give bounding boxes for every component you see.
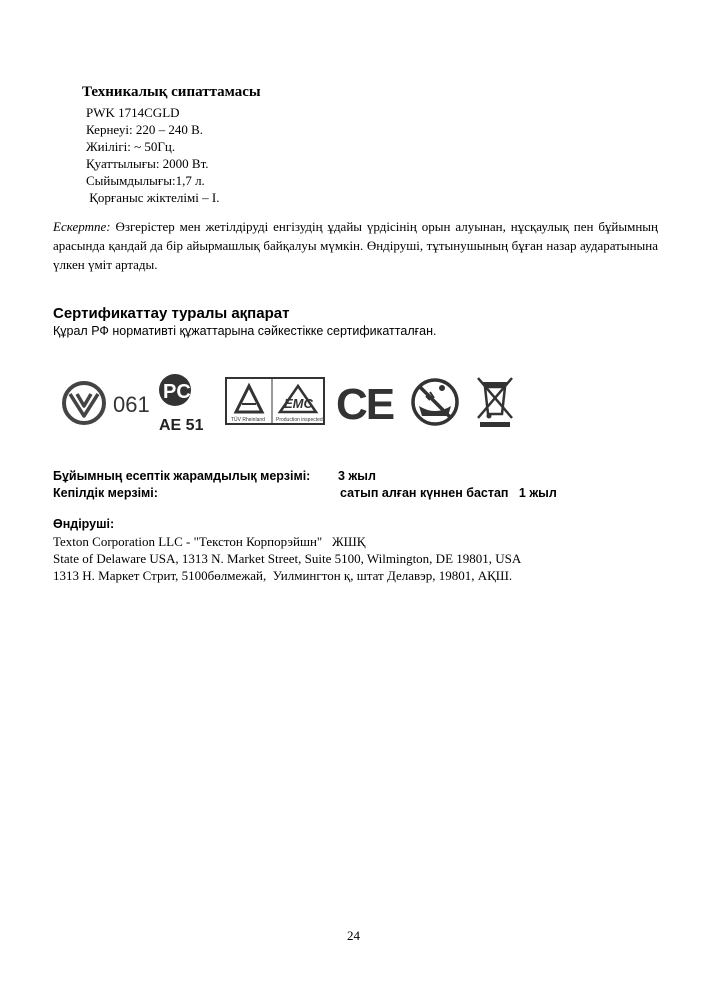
note-paragraph xyxy=(53,217,658,274)
manufacturer-title: Өндіруші: xyxy=(53,517,115,531)
manufacturer-address-en: State of Delaware USA, 1313 N. Market Street, Suite 5100, Wilmington, DE 19801, USA xyxy=(53,551,522,566)
spec-voltage: Кернеуі: 220 – 240 В. xyxy=(86,122,203,137)
certification-text: Құрал РФ нормативті құжаттарына сәйкестікке сертификатталған. xyxy=(53,324,437,338)
certification-title: Сертификаттау туралы ақпарат xyxy=(53,305,290,322)
ce-mark-icon: CE xyxy=(336,380,394,429)
manufacturer-name: Texton Corporation LLC - "Текстон Корпорэйшн" ЖШҚ xyxy=(53,534,366,549)
pct-code: AE 51 xyxy=(159,417,204,434)
svg-text:PC: PC xyxy=(163,381,191,403)
no-water-icon xyxy=(413,380,457,424)
spec-frequency: Жиілігі: ~ 50Гц. xyxy=(86,139,176,154)
guarantee-value: сатып алған күннен бастап 1 жыл xyxy=(340,486,557,500)
service-life-label: Бұйымның есептік жарамдылық мерзімі: xyxy=(53,469,311,483)
logos-svg xyxy=(58,368,528,438)
service-life-value: 3 жыл xyxy=(338,469,376,483)
spec-capacity: Сыйымдылығы:1,7 л. xyxy=(86,173,205,188)
page-number: 24 xyxy=(347,928,360,943)
note-label: Ескертпе: xyxy=(53,219,111,234)
certification-logos xyxy=(58,368,528,438)
note-text: Өзгерістер мен жетілдіруді енгізудің ұдайы үрдісінің орын алуынан, нұсқаулық пен бұйымның арасында қандай да бір айырмашлық байқалуы мүмкін. Өндіруші, тұтынушының бұған назар аударатынына үлкен үміт артады. xyxy=(53,219,658,272)
spec-power: Қуаттылығы: 2000 Вт. xyxy=(86,156,209,171)
specs-title: Техникалық сипаттамасы xyxy=(82,84,261,100)
pct-icon xyxy=(159,374,191,406)
tuv-caption: TÜV Rheinland xyxy=(231,417,265,423)
spec-model: PWK 1714CGLD xyxy=(86,105,180,120)
tuv-emc-box xyxy=(226,378,324,424)
emc-text: EMC xyxy=(284,396,313,411)
spec-protection-class: Қорғаныс жіктелімі – I. xyxy=(86,190,220,205)
weee-bin-icon xyxy=(478,378,512,427)
ukr-conformity-icon xyxy=(64,383,104,423)
emc-caption: Production inspected xyxy=(276,417,323,423)
manufacturer-address-kz: 1313 Н. Маркет Стрит, 5100бөлмежай, Уилмингтон қ, штат Делавэр, 19801, АҚШ. xyxy=(53,568,513,583)
guarantee-label: Кепілдік мерзімі: xyxy=(53,486,158,500)
eac-number: 061 xyxy=(113,392,150,417)
